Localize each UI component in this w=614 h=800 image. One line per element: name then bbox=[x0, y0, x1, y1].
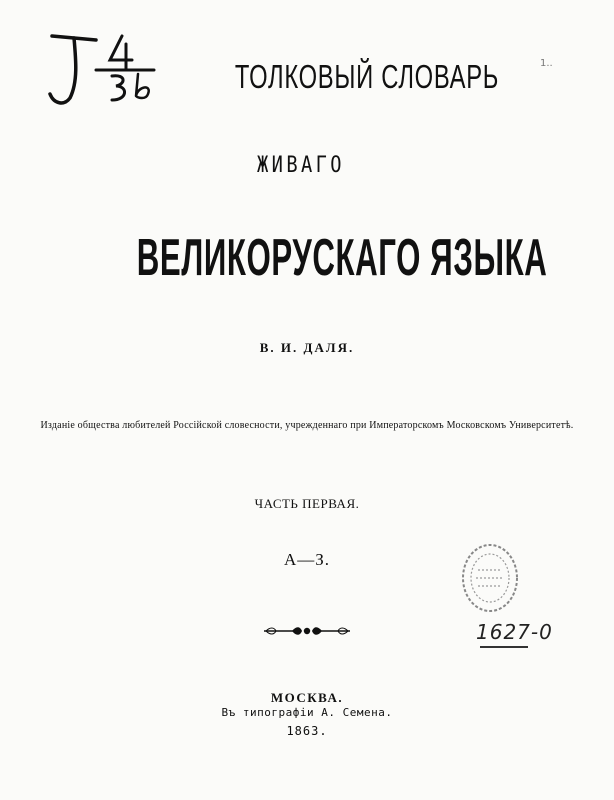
letter-range: А—З. bbox=[283, 550, 331, 569]
ornament-rule-icon bbox=[262, 624, 352, 638]
publisher-note: Изданіе общества любителей Россійской словесности, учрежденнаго при Императорскомъ Московскомъ Университетѣ. bbox=[40, 420, 574, 431]
handwritten-shelf-mark-icon bbox=[34, 30, 164, 110]
title-line-2: ЖИВАГО bbox=[257, 153, 345, 178]
volume-label: ЧАСТЬ ПЕРВАЯ. bbox=[254, 496, 360, 511]
handwritten-call-number: 1627-0 bbox=[476, 620, 553, 644]
title-line-3: ВЕЛИКОРУСКАГО ЯЗЫКА bbox=[136, 229, 548, 287]
title-line-1: ТОЛКОВЫЙ СЛОВАРЬ bbox=[234, 58, 500, 95]
call-number-underline bbox=[480, 646, 528, 648]
imprint-year: 1863. bbox=[286, 724, 328, 738]
imprint-city: МОСКВА. bbox=[270, 690, 344, 705]
imprint-printer: Въ типографіи А. Семена. bbox=[221, 706, 393, 719]
author-name: В. И. ДАЛЯ. bbox=[259, 340, 355, 355]
handwritten-shelf-mark bbox=[34, 30, 164, 110]
library-stamp-icon bbox=[456, 540, 524, 616]
corner-pencil-note: 1.. bbox=[540, 58, 553, 69]
